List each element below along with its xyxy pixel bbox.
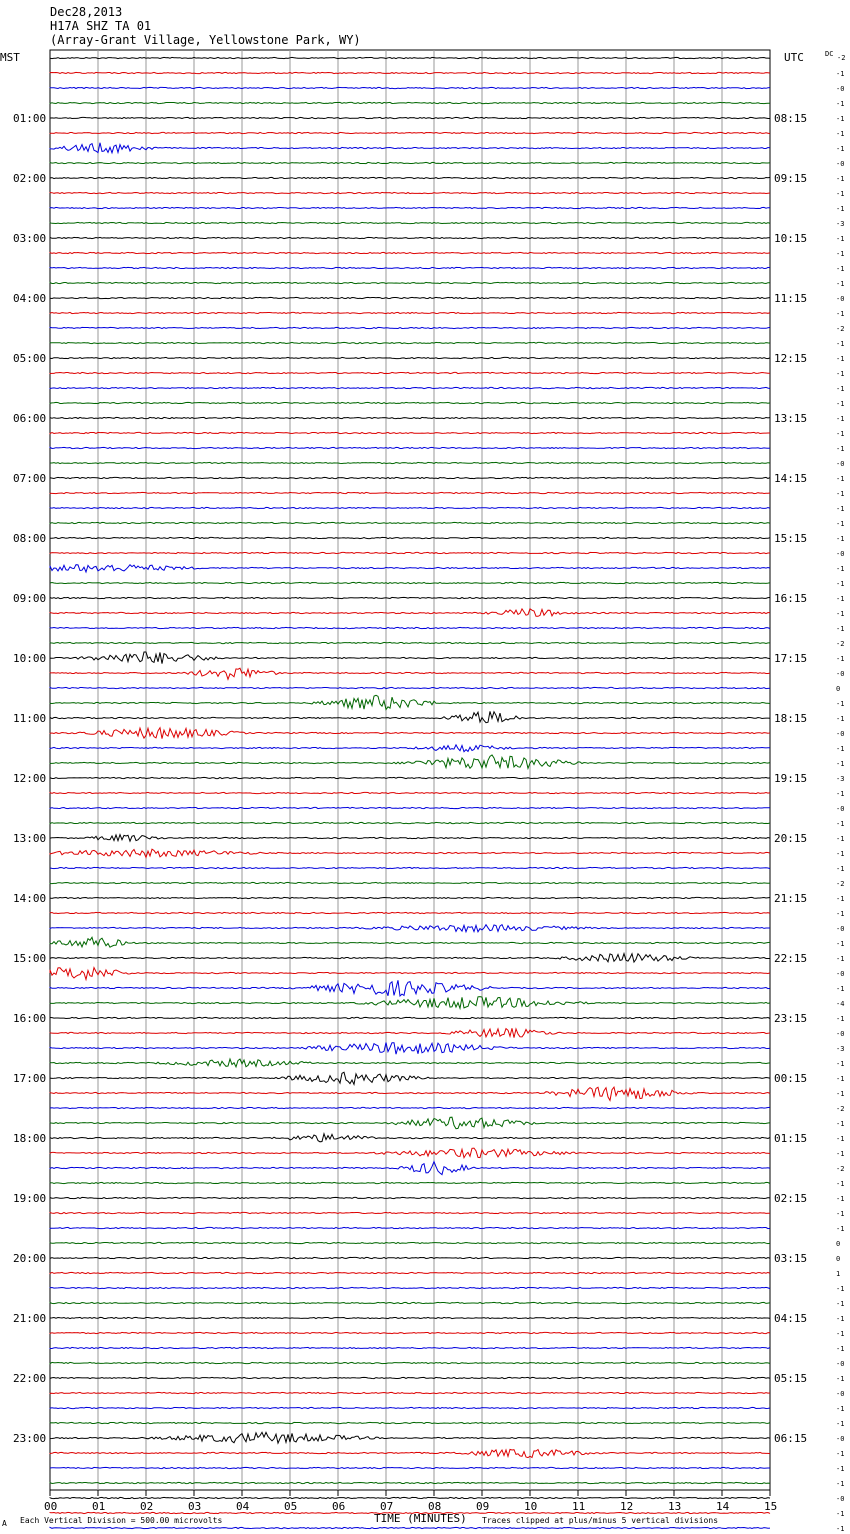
dc-offset-value: -0 [836, 295, 845, 303]
dc-offset-value: -1 [836, 1135, 845, 1143]
mst-hour-label: 04:00 [13, 292, 47, 305]
utc-hour-label: 08:15 [774, 112, 808, 125]
dc-offset-value: -1 [836, 865, 845, 873]
trace-line [50, 1497, 770, 1498]
trace-line [50, 695, 770, 709]
trace-line [50, 192, 770, 193]
dc-offset-value: -1 [836, 625, 845, 633]
dc-offset-value: -1 [836, 790, 845, 798]
x-tick-label: 03 [188, 1500, 202, 1513]
dc-offset-value: -1 [836, 700, 845, 708]
dc-offset-value: -3 [836, 1045, 845, 1053]
trace-line [50, 807, 770, 808]
dc-offset-value: -3 [836, 775, 845, 783]
dc-offset-value: -1 [836, 715, 845, 723]
utc-hour-label: 09:15 [774, 172, 808, 185]
dc-offset-value: -3 [836, 220, 845, 228]
trace-line [50, 72, 770, 73]
trace-line [50, 937, 770, 947]
trace-line [50, 1407, 770, 1408]
minute-gridlines [98, 50, 722, 1490]
dc-label: DC [825, 50, 834, 58]
trace-line [50, 1134, 770, 1142]
trace-line [50, 642, 770, 643]
trace-line [50, 997, 770, 1009]
dc-offset-value: -1 [836, 760, 845, 768]
dc-offset-value: -1 [836, 1315, 845, 1323]
x-tick-label: 10 [524, 1500, 538, 1513]
utc-hour-label: 04:15 [774, 1312, 808, 1325]
dc-offset-value: -1 [836, 1525, 845, 1533]
trace-line [50, 1107, 770, 1108]
dc-offset-value: -2 [836, 880, 845, 888]
mst-hour-label: 22:00 [13, 1372, 47, 1385]
dc-offset-value: -0 [836, 1360, 845, 1368]
trace-line [50, 327, 770, 328]
trace-line [50, 687, 770, 688]
dc-offset-value: -1 [836, 1465, 845, 1473]
dc-offset-value: -1 [836, 175, 845, 183]
x-tick-label: 14 [716, 1500, 730, 1513]
mst-hour-label: 11:00 [13, 712, 47, 725]
trace-line [50, 132, 770, 133]
x-tick-label: 09 [476, 1500, 490, 1513]
dc-offset-value: -1 [836, 1300, 845, 1308]
dc-offset-value: -0 [836, 670, 845, 678]
trace-line [50, 1212, 770, 1213]
dc-offset-value: -1 [836, 385, 845, 393]
trace-line [50, 552, 770, 553]
x-tick-label: 04 [236, 1500, 250, 1513]
dc-offset-value: -1 [836, 355, 845, 363]
dc-offset-value: -1 [836, 115, 845, 123]
corner-mark: A [2, 1519, 7, 1528]
dc-offset-value: -1 [836, 70, 845, 78]
dc-offset-value: -1 [836, 1210, 845, 1218]
x-tick-label: 02 [140, 1500, 154, 1513]
dc-offset-value: -1 [836, 145, 845, 153]
x-tick-label: 15 [764, 1500, 778, 1513]
dc-offset-value: 0 [836, 1255, 841, 1263]
utc-hour-label: 22:15 [774, 952, 808, 965]
dc-offset-value: -1 [836, 505, 845, 513]
trace-line [50, 507, 770, 508]
dc-offset-value: -1 [836, 1150, 845, 1158]
dc-offset-value: -1 [836, 955, 845, 963]
dc-offset-value: -1 [836, 595, 845, 603]
trace-line [50, 1087, 770, 1100]
dc-offset-value: -1 [836, 1480, 845, 1488]
trace-line [50, 1377, 770, 1378]
dc-offset-value: -0 [836, 805, 845, 813]
trace-line [50, 477, 770, 478]
dc-offset-value: -1 [836, 1450, 845, 1458]
x-tick-label: 00 [44, 1500, 58, 1513]
dc-offset-value: -0 [836, 1390, 845, 1398]
dc-offset-value: -1 [836, 280, 845, 288]
mst-hour-label: 02:00 [13, 172, 47, 185]
dc-offset-value: -2 [836, 325, 845, 333]
trace-line [50, 1059, 770, 1067]
station-date: Dec28,2013 [50, 5, 123, 19]
mst-hour-label: 05:00 [13, 352, 47, 365]
utc-hour-label: 03:15 [774, 1252, 808, 1265]
trace-line [50, 162, 770, 163]
dc-offset-value: -2 [836, 1105, 845, 1113]
trace-line [50, 222, 770, 223]
dc-offset-value: -2 [836, 640, 845, 648]
trace-line [50, 1028, 770, 1037]
dc-offset-value: -1 [836, 745, 845, 753]
trace-line [50, 1182, 770, 1183]
dc-offset-value: -1 [836, 895, 845, 903]
utc-hour-label: 10:15 [774, 232, 808, 245]
dc-offset-value: -4 [836, 1000, 845, 1008]
dc-offset-value: -1 [836, 985, 845, 993]
x-tick-label: 08 [428, 1500, 442, 1513]
dc-offset-value: -2 [836, 1165, 845, 1173]
dc-offset-value: -0 [836, 550, 845, 558]
mst-hour-label: 14:00 [13, 892, 47, 905]
trace-line [50, 1347, 770, 1348]
trace-line [50, 447, 770, 448]
trace-line [50, 1317, 770, 1318]
dc-offset-value: -1 [836, 610, 845, 618]
trace-line [50, 143, 770, 153]
trace-line [50, 777, 770, 778]
utc-hour-label: 15:15 [774, 532, 808, 545]
trace-line [50, 1242, 770, 1243]
mst-hour-label: 16:00 [13, 1012, 47, 1025]
dc-offset-value: -1 [836, 490, 845, 498]
trace-line [50, 867, 770, 868]
trace-line [50, 1302, 770, 1303]
trace-line [50, 745, 770, 752]
mst-hour-label: 12:00 [13, 772, 47, 785]
mst-hour-label: 08:00 [13, 532, 47, 545]
trace-line [50, 1467, 770, 1468]
trace-line [50, 357, 770, 358]
dc-offset-value: -1 [836, 1285, 845, 1293]
trace-line [50, 1148, 770, 1158]
trace-line [50, 792, 770, 793]
dc-offset-value: -1 [836, 1405, 845, 1413]
station-id: H17A SHZ TA 01 [50, 19, 152, 33]
mst-hour-label: 09:00 [13, 592, 47, 605]
trace-line [50, 1043, 770, 1055]
dc-offset-value: -1 [836, 655, 845, 663]
trace-line [50, 627, 770, 628]
trace-line [50, 728, 770, 739]
trace-line [50, 1017, 770, 1018]
x-axis-ticks [44, 1490, 777, 1513]
trace-line [50, 117, 770, 118]
trace-line [50, 57, 770, 58]
trace-line [50, 835, 770, 842]
trace-line [50, 582, 770, 583]
utc-hour-label: 23:15 [774, 1012, 808, 1025]
trace-line [50, 1332, 770, 1333]
x-tick-label: 05 [284, 1500, 298, 1513]
dc-offset-value: -0 [836, 1030, 845, 1038]
dc-offset-value: -1 [836, 535, 845, 543]
dc-offset-value: -1 [836, 1090, 845, 1098]
dc-offset-value: -0 [836, 1435, 845, 1443]
dc-offset-value: -1 [836, 1075, 845, 1083]
trace-line [50, 462, 770, 463]
trace-line [50, 1227, 770, 1228]
mst-hour-label: 07:00 [13, 472, 47, 485]
seismic-traces [50, 57, 770, 1534]
dc-offset-value: -1 [836, 205, 845, 213]
dc-offset-value: -1 [836, 1060, 845, 1068]
scale-note: Each Vertical Division = 500.00 microvolts [20, 1516, 223, 1525]
x-tick-label: 01 [92, 1500, 106, 1513]
mst-hour-label: 13:00 [13, 832, 47, 845]
x-tick-label: 13 [668, 1500, 682, 1513]
trace-line [50, 597, 770, 598]
x-axis-title: TIME (MINUTES) [374, 1512, 467, 1525]
utc-hour-label: 01:15 [774, 1132, 808, 1145]
trace-line [50, 1162, 770, 1175]
clip-note: Traces clipped at plus/minus 5 vertical divisions [482, 1516, 719, 1525]
trace-line [50, 312, 770, 313]
trace-line [50, 1482, 770, 1483]
utc-hour-labels [774, 112, 807, 1445]
dc-offset-value: -1 [836, 1375, 845, 1383]
dc-offset-value: -1 [836, 580, 845, 588]
dc-offset-value: 0 [836, 1240, 841, 1248]
dc-offset-value: 0 [836, 685, 841, 693]
dc-offset-value: -1 [836, 400, 845, 408]
dc-offset-value: -1 [836, 1345, 845, 1353]
utc-hour-label: 14:15 [774, 472, 808, 485]
trace-line [50, 822, 770, 823]
dc-offset-value: -1 [836, 445, 845, 453]
trace-line [50, 609, 770, 617]
trace-line [50, 980, 770, 996]
dc-offset-value: -1 [836, 910, 845, 918]
trace-line [50, 387, 770, 388]
trace-line [50, 897, 770, 898]
dc-offset-value: -1 [836, 310, 845, 318]
trace-line [50, 1287, 770, 1288]
trace-line [50, 1257, 770, 1258]
dc-offset-value: -1 [836, 565, 845, 573]
mst-hour-label: 18:00 [13, 1132, 47, 1145]
trace-line [50, 755, 770, 768]
utc-hour-label: 06:15 [774, 1432, 808, 1445]
dc-offset-value: -1 [836, 1015, 845, 1023]
trace-line [50, 1422, 770, 1423]
mst-hour-label: 17:00 [13, 1072, 47, 1085]
trace-line [50, 1362, 770, 1363]
x-tick-label: 06 [332, 1500, 346, 1513]
utc-hour-label: 13:15 [774, 412, 808, 425]
dc-offset-labels [836, 70, 844, 1534]
dc-offset-value: -0 [836, 85, 845, 93]
trace-line [50, 282, 770, 283]
dc-offset-value: -1 [836, 1120, 845, 1128]
trace-line [50, 711, 770, 722]
dc-offset-value: -1 [836, 940, 845, 948]
dc-offset-value: -1 [836, 520, 845, 528]
mst-hour-label: 03:00 [13, 232, 47, 245]
trace-line [50, 1449, 770, 1457]
trace-line [50, 432, 770, 433]
utc-hour-label: 12:15 [774, 352, 808, 365]
trace-line [50, 849, 770, 857]
utc-hour-label: 16:15 [774, 592, 808, 605]
dc-offset-value: -1 [836, 1225, 845, 1233]
trace-line [50, 102, 770, 103]
trace-line [50, 372, 770, 373]
trace-line [50, 1197, 770, 1198]
dc-offset-value: -1 [836, 430, 845, 438]
trace-line [50, 652, 770, 664]
dc-offset-value: -1 [836, 820, 845, 828]
utc-hour-label: 02:15 [774, 1192, 808, 1205]
trace-line [50, 925, 770, 932]
mst-hour-label: 23:00 [13, 1432, 47, 1445]
trace-line [50, 237, 770, 238]
mst-hour-label: 06:00 [13, 412, 47, 425]
trace-line [50, 417, 770, 418]
dc-offset-value: -1 [836, 370, 845, 378]
trace-line [50, 492, 770, 493]
mst-hour-label: 20:00 [13, 1252, 47, 1265]
dc-offset-value: -1 [836, 1180, 845, 1188]
trace-line [50, 1272, 770, 1273]
dc-offset-value: -1 [836, 130, 845, 138]
utc-hour-label: 05:15 [774, 1372, 808, 1385]
trace-line [50, 1432, 770, 1443]
trace-line [50, 207, 770, 208]
trace-line [50, 252, 770, 253]
trace-line [50, 177, 770, 178]
dc-offset-value: -1 [836, 100, 845, 108]
dc-offset-value: -1 [836, 250, 845, 258]
dc-offset-value: -0 [836, 730, 845, 738]
dc-offset-value: -1 [836, 190, 845, 198]
dc-offset-value: 1 [836, 1270, 841, 1278]
trace-line [50, 1072, 770, 1084]
left-timezone-label: MST [0, 51, 20, 64]
trace-line [50, 882, 770, 883]
trace-line [50, 565, 770, 572]
trace-line [50, 402, 770, 403]
dc-label-sub: -2 [837, 54, 846, 62]
x-tick-label: 11 [572, 1500, 586, 1513]
trace-line [50, 968, 770, 980]
mst-hour-label: 10:00 [13, 652, 47, 665]
dc-offset-value: -1 [836, 1420, 845, 1428]
utc-hour-label: 18:15 [774, 712, 808, 725]
trace-line [50, 267, 770, 268]
utc-hour-label: 11:15 [774, 292, 808, 305]
x-tick-label: 07 [380, 1500, 394, 1513]
dc-offset-value: -0 [836, 1495, 845, 1503]
trace-line [50, 522, 770, 523]
dc-offset-value: -0 [836, 460, 845, 468]
mst-hour-label: 21:00 [13, 1312, 47, 1325]
dc-offset-value: -0 [836, 970, 845, 978]
trace-line [50, 342, 770, 343]
dc-offset-value: -1 [836, 265, 845, 273]
utc-hour-label: 21:15 [774, 892, 808, 905]
mst-hour-label: 15:00 [13, 952, 47, 965]
station-location: (Array-Grant Village, Yellowstone Park, WY) [50, 33, 361, 47]
dc-offset-value: -1 [836, 1330, 845, 1338]
utc-hour-label: 00:15 [774, 1072, 808, 1085]
utc-hour-label: 17:15 [774, 652, 808, 665]
utc-hour-label: 20:15 [774, 832, 808, 845]
dc-offset-value: -1 [836, 835, 845, 843]
dc-offset-value: -1 [836, 340, 845, 348]
trace-line [50, 912, 770, 913]
mst-hour-label: 01:00 [13, 112, 47, 125]
trace-line [50, 297, 770, 298]
right-timezone-label: UTC [784, 51, 804, 64]
dc-offset-value: -0 [836, 925, 845, 933]
dc-offset-value: -1 [836, 235, 845, 243]
trace-line [50, 668, 770, 679]
trace-line [50, 1392, 770, 1393]
dc-offset-value: -0 [836, 160, 845, 168]
dc-offset-value: -1 [836, 1195, 845, 1203]
trace-line [50, 1527, 770, 1528]
dc-offset-value: -1 [836, 475, 845, 483]
trace-line [50, 537, 770, 538]
trace-line [50, 1117, 770, 1129]
trace-line [50, 954, 770, 963]
dc-offset-value: -1 [836, 415, 845, 423]
dc-offset-value: -1 [836, 850, 845, 858]
x-tick-label: 12 [620, 1500, 634, 1513]
utc-hour-label: 19:15 [774, 772, 808, 785]
trace-line [50, 87, 770, 88]
mst-hour-labels [13, 112, 46, 1445]
mst-hour-label: 19:00 [13, 1192, 47, 1205]
dc-offset-value: -1 [836, 1510, 845, 1518]
